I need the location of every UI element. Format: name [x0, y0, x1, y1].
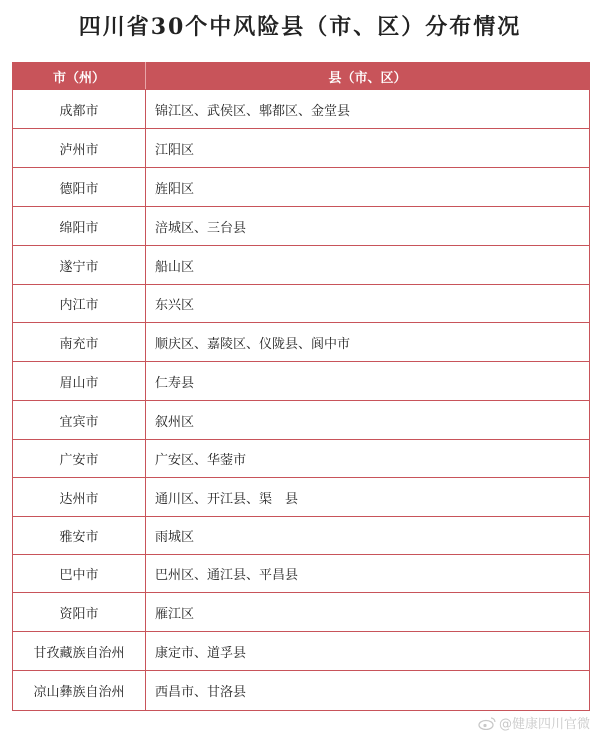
city-cell: 广安市: [13, 440, 146, 478]
table-row: [13, 285, 590, 323]
table-row: [13, 671, 590, 711]
table-row: [13, 362, 590, 401]
districts-cell: 东兴区: [146, 285, 590, 323]
city-cell: 南充市: [13, 323, 146, 362]
table-row: [13, 555, 590, 593]
districts-cell: 涪城区、三台县: [146, 207, 590, 246]
page-title: 四川省30个中风险县（市、区）分布情况: [78, 14, 522, 40]
risk-table: [12, 62, 590, 711]
table-row: [13, 129, 590, 168]
table-row: [13, 517, 590, 555]
districts-cell: 雁江区: [146, 593, 590, 632]
watermark: [478, 713, 590, 732]
city-cell: 绵阳市: [13, 207, 146, 246]
table-row: [13, 168, 590, 207]
districts-cell: 仁寿县: [146, 362, 590, 401]
city-cell: 资阳市: [13, 593, 146, 632]
city-cell: 雅安市: [13, 517, 146, 555]
table-row: [13, 440, 590, 478]
table-row: [13, 323, 590, 362]
header-city: 市（州）: [13, 63, 146, 90]
table-row: [13, 401, 590, 440]
districts-cell: 巴州区、通江县、平昌县: [146, 555, 590, 593]
districts-cell: 顺庆区、嘉陵区、仪陇县、阆中市: [146, 323, 590, 362]
table-row: [13, 632, 590, 671]
table-row: [13, 90, 590, 129]
table-row: [13, 246, 590, 285]
city-cell: 德阳市: [13, 168, 146, 207]
city-cell: 内江市: [13, 285, 146, 323]
districts-cell: 叙州区: [146, 401, 590, 440]
city-cell: 泸州市: [13, 129, 146, 168]
city-cell: 成都市: [13, 90, 146, 129]
header-districts: 县（市、区）: [146, 63, 590, 90]
table-row: [13, 207, 590, 246]
city-cell: 遂宁市: [13, 246, 146, 285]
districts-cell: 雨城区: [146, 517, 590, 555]
table-row: [13, 593, 590, 632]
districts-cell: 江阳区: [146, 129, 590, 168]
city-cell: 凉山彝族自治州: [13, 671, 146, 711]
weibo-icon: [478, 716, 496, 730]
districts-cell: 锦江区、武侯区、郫都区、金堂县: [146, 90, 590, 129]
city-cell: 达州市: [13, 478, 146, 517]
districts-cell: 广安区、华蓥市: [146, 440, 590, 478]
table-header-row: [13, 63, 590, 90]
districts-cell: 船山区: [146, 246, 590, 285]
table-row: [13, 478, 590, 517]
city-cell: 眉山市: [13, 362, 146, 401]
districts-cell: 西昌市、甘洛县: [146, 671, 590, 711]
city-cell: 甘孜藏族自治州: [13, 632, 146, 671]
city-cell: 宜宾市: [13, 401, 146, 440]
city-cell: 巴中市: [13, 555, 146, 593]
districts-cell: 旌阳区: [146, 168, 590, 207]
districts-cell: 康定市、道孚县: [146, 632, 590, 671]
districts-cell: 通川区、开江县、渠 县: [146, 478, 590, 517]
watermark-text: @健康四川官微: [498, 717, 590, 732]
